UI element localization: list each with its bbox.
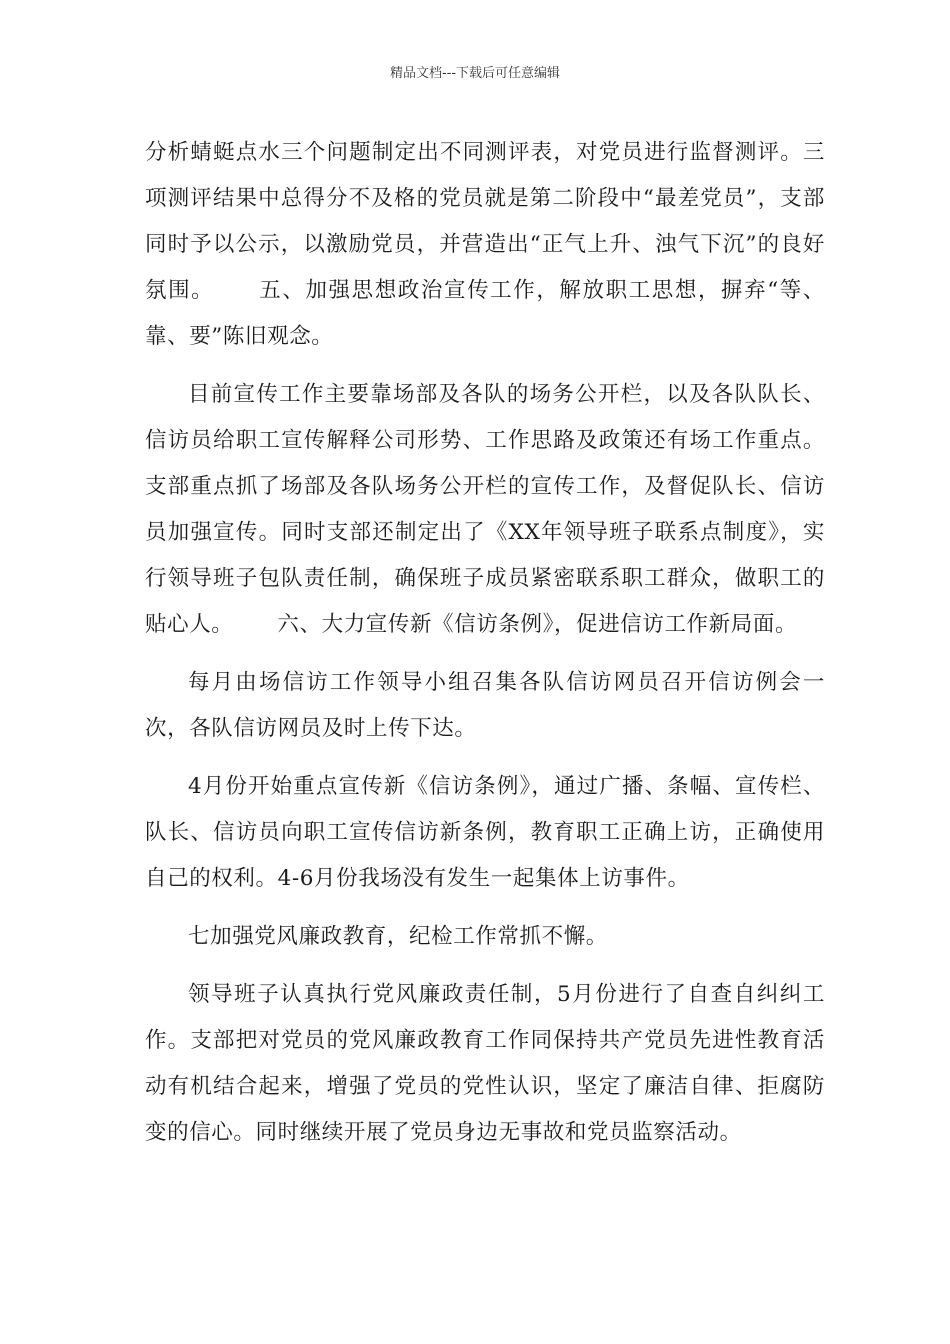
paragraph-4: 4月份开始重点宣传新《信访条例》，通过广播、条幅、宣传栏、队长、信访员向职工宣传信访新条例，教育职工正确上访，正确使用自己的权利。4-6月份我场没有发生一起集体上访事件。 (145, 774, 825, 891)
document-body (145, 130, 825, 1168)
section-5-heading: 五、加强思想政治宣传工作，解放职工思想，摒弃“等、靠、要”陈旧观念。 (145, 278, 825, 349)
paragraph-3: 每月由场信访工作领导小组召集各队信访网员召开信访例会一次，各队信访网员及时上传下达。 (145, 670, 825, 741)
section-7-heading: 七加强党风廉政教育，纪检工作常抓不懈。 (188, 924, 608, 949)
section-6-heading: 六、大力宣传新《信访条例》，促进信访工作新局面。 (277, 612, 798, 637)
paragraph-2-text: 目前宣传工作主要靠场部及各队的场务公开栏，以及各队队长、信访员给职工宣传解释公司形势、工作思路及政策还有场工作重点。支部重点抓了场部及各队场务公开栏的宣传工作，及督促队长、信访员加强宣传。同时支部还制定出了《XX年领导班子联系点制度》，实行领导班子包队责任制，确保班子成员紧密联系职工群众，做职工的贴心人。 (145, 382, 825, 637)
paragraph-1-text: 分析蜻蜓点水三个问题制定出不同测评表，对党员进行监督测评。三项测评结果中总得分不及格的党员就是第二阶段中“最差党员”，支部同时予以公示，以激励党员，并营造出“正气上升、浊气下沉”的良好氛围。 (145, 140, 825, 303)
page-header: 精品文档---下载后可任意编辑 (389, 66, 561, 81)
paragraph-2 (145, 372, 825, 648)
paragraph-1 (145, 130, 825, 360)
paragraph-6: 领导班子认真执行党风廉政责任制，5月份进行了自查自纠纠工作。支部把对党员的党风廉政教育工作同保持共产党员先进性教育活动有机结合起来，增强了党员的党性认识，坚定了廉洁自律、拒腐防变的信心。同时继续开展了党员身边无事故和党员监察活动。 (145, 982, 825, 1145)
